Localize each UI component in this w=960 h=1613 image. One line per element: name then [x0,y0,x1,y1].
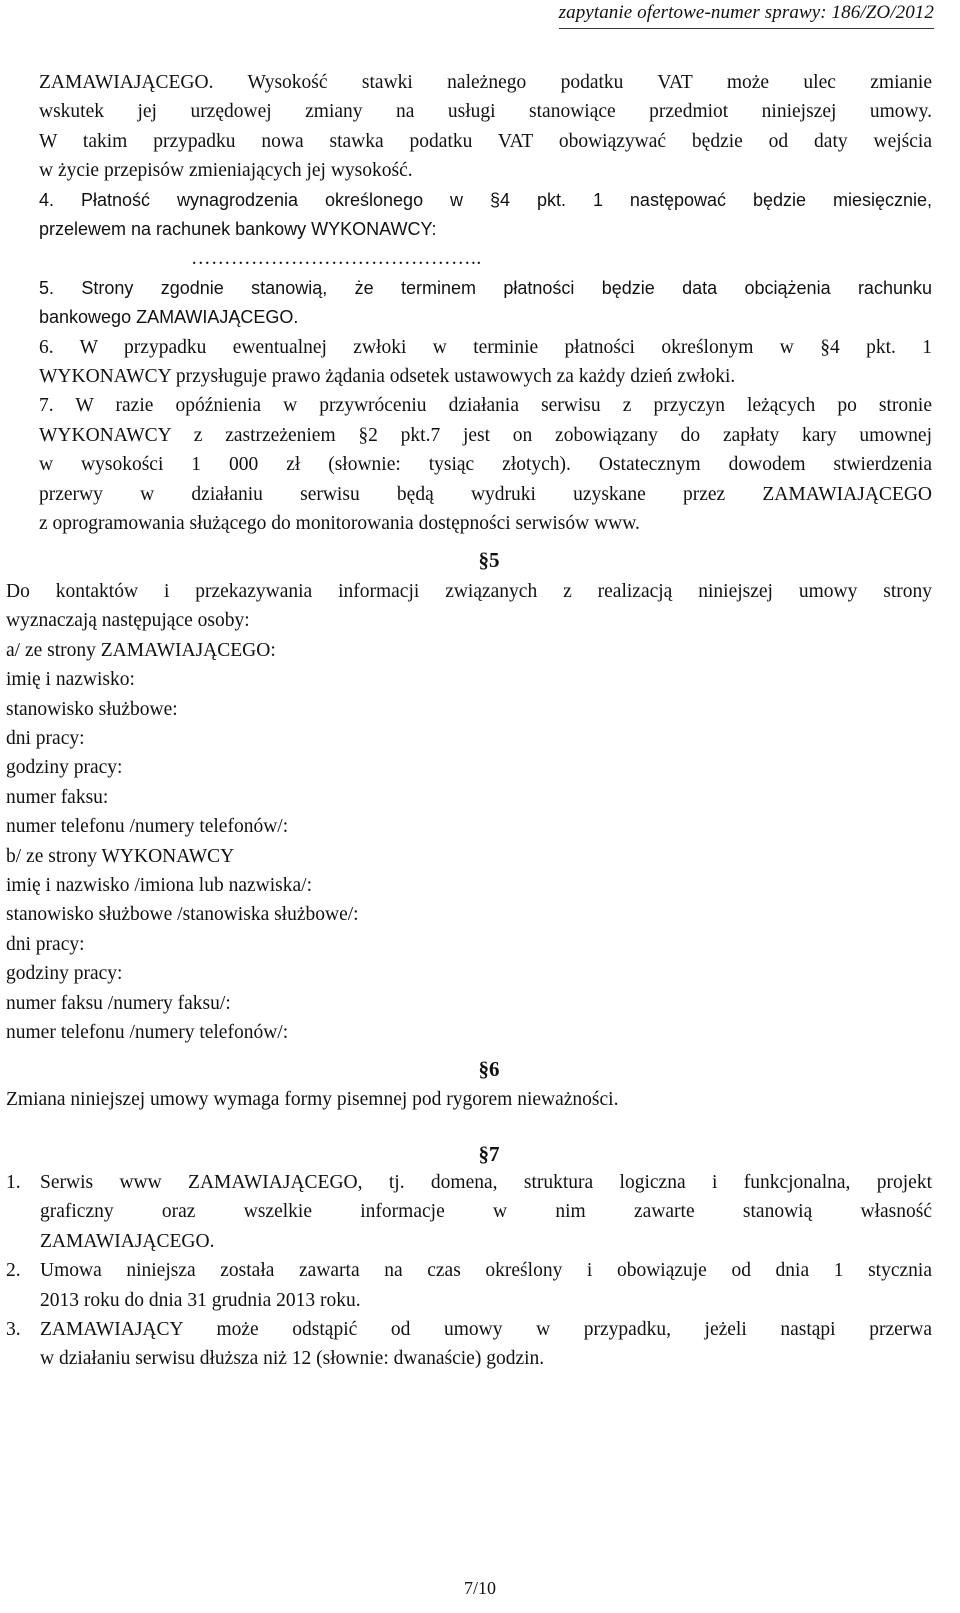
payment-clause-line: przelewem na rachunek bankowy WYKONAWCY: [39,219,437,240]
list-item [6,1256,932,1315]
penalty-clause-line: z oprogramowania służącego do monitorowania dostępności serwisów www. [39,513,640,535]
page-number: 7/10 [463,1578,496,1598]
section-5-body [6,577,932,1048]
list-item [6,1168,932,1256]
contact-field-label: dni pracy: [6,933,85,955]
paragraph-line: w życie przepisów zmieniających jej wysokość. [39,160,413,182]
list-item-line: w działaniu serwisu dłuższa niż 12 (słownie: dwanaście) godzin. [40,1348,545,1370]
list-item-line: Umowa niniejsza została zawarta na czas określony i obowiązuje od dnia 1 stycznia [40,1260,932,1282]
contact-field-label: stanowisko służbowe: [6,698,178,720]
penalty-clause-line: 7. W razie opóźnienia w przywróceniu działania serwisu z przyczyn leżących po stronie [39,395,932,417]
bank-account-placeholder: …………………………………….. [191,248,482,270]
contacts-intro-line: wyznaczają następujące osoby: [6,610,250,632]
contact-field-label: dni pracy: [6,728,85,750]
penalty-clause-line: WYKONAWCY z zastrzeżeniem §2 pkt.7 jest on zobowiązany do zapłaty kary umownej [39,424,932,446]
contact-field-label: godziny pracy: [6,963,123,985]
paragraph-line: ZAMAWIAJĄCEGO. Wysokość stawki należnego podatku VAT może ulec zmianie [39,72,932,93]
contact-field-label: numer faksu /numery faksu/: [6,992,231,1014]
list-item-number: 3. [6,1319,21,1341]
payment-date-clause-line: 5. Strony zgodnie stanowią, że terminem płatności będzie data obciążenia rachunku [39,277,932,298]
contact-field-label: numer telefonu /numery telefonów/: [6,1022,289,1044]
list-item-line: graficzny oraz wszelkie informacje w nim zawarte stanowią własność [40,1201,932,1223]
contact-field-label: b/ ze strony WYKONAWCY [6,845,235,867]
section-5-heading: §5 [478,548,500,572]
list-item-number: 2. [6,1260,21,1282]
section-4-continuation [39,68,932,539]
section-7-heading: §7 [478,1142,500,1166]
contact-field-label: imię i nazwisko /imiona lub nazwiska/: [6,875,312,897]
document-header: zapytanie ofertowe-numer sprawy: 186/ZO/2012 [559,0,934,29]
section-7-list [6,1168,932,1374]
payment-date-clause-line: bankowego ZAMAWIAJĄCEGO. [39,307,299,328]
interest-clause-line: WYKONAWCY przysługuje prawo żądania odsetek ustawowych za każdy dzień zwłoki. [39,366,736,388]
contact-fields [6,636,932,1048]
list-item [6,1315,932,1374]
contact-field-label: imię i nazwisko: [6,669,135,691]
contact-field-label: godziny pracy: [6,757,123,779]
list-item-line: ZAMAWIAJĄCY może odstąpić od umowy w przypadku, jeżeli nastąpi przerwa [40,1319,932,1341]
paragraph-line: wskutek jej urzędowej zmiany na usługi stanowiące przedmiot niniejszej umowy. [39,101,932,123]
contact-field-label: stanowisko służbowe /stanowiska służbowe/: [6,904,359,926]
list-item-number: 1. [6,1172,21,1193]
paragraph-line: W takim przypadku nowa stawka podatku VAT obowiązywać będzie od daty wejścia [39,130,932,152]
list-item-line: Serwis www ZAMAWIAJĄCEGO, tj. domena, struktura logiczna i funkcjonalna, projekt [40,1172,932,1193]
list-item-line: ZAMAWIAJĄCEGO. [40,1230,215,1252]
contact-field-label: numer faksu: [6,786,109,808]
contact-field-label: a/ ze strony ZAMAWIAJĄCEGO: [6,639,276,661]
section-6-heading: §6 [478,1057,500,1081]
section-6-text: Zmiana niniejszej umowy wymaga formy pisemnej pod rygorem nieważności. [6,1089,619,1110]
interest-clause-line: 6. W przypadku ewentualnej zwłoki w terminie płatności określonym w §4 pkt. 1 [39,336,932,358]
penalty-clause-line: w wysokości 1 000 zł (słownie: tysiąc złotych). Ostatecznym dowodem stwierdzenia [39,454,932,476]
payment-clause-line: 4. Płatność wynagrodzenia określonego w §4 pkt. 1 następować będzie miesięcznie, [39,189,932,210]
contact-field-label: numer telefonu /numery telefonów/: [6,816,289,838]
contacts-intro-line: Do kontaktów i przekazywania informacji związanych z realizacją niniejszej umowy strony [6,581,932,602]
list-item-line: 2013 roku do dnia 31 grudnia 2013 roku. [40,1289,361,1311]
penalty-clause-line: przerwy w działaniu serwisu będą wydruki uzyskane przez ZAMAWIAJĄCEGO [39,483,932,505]
